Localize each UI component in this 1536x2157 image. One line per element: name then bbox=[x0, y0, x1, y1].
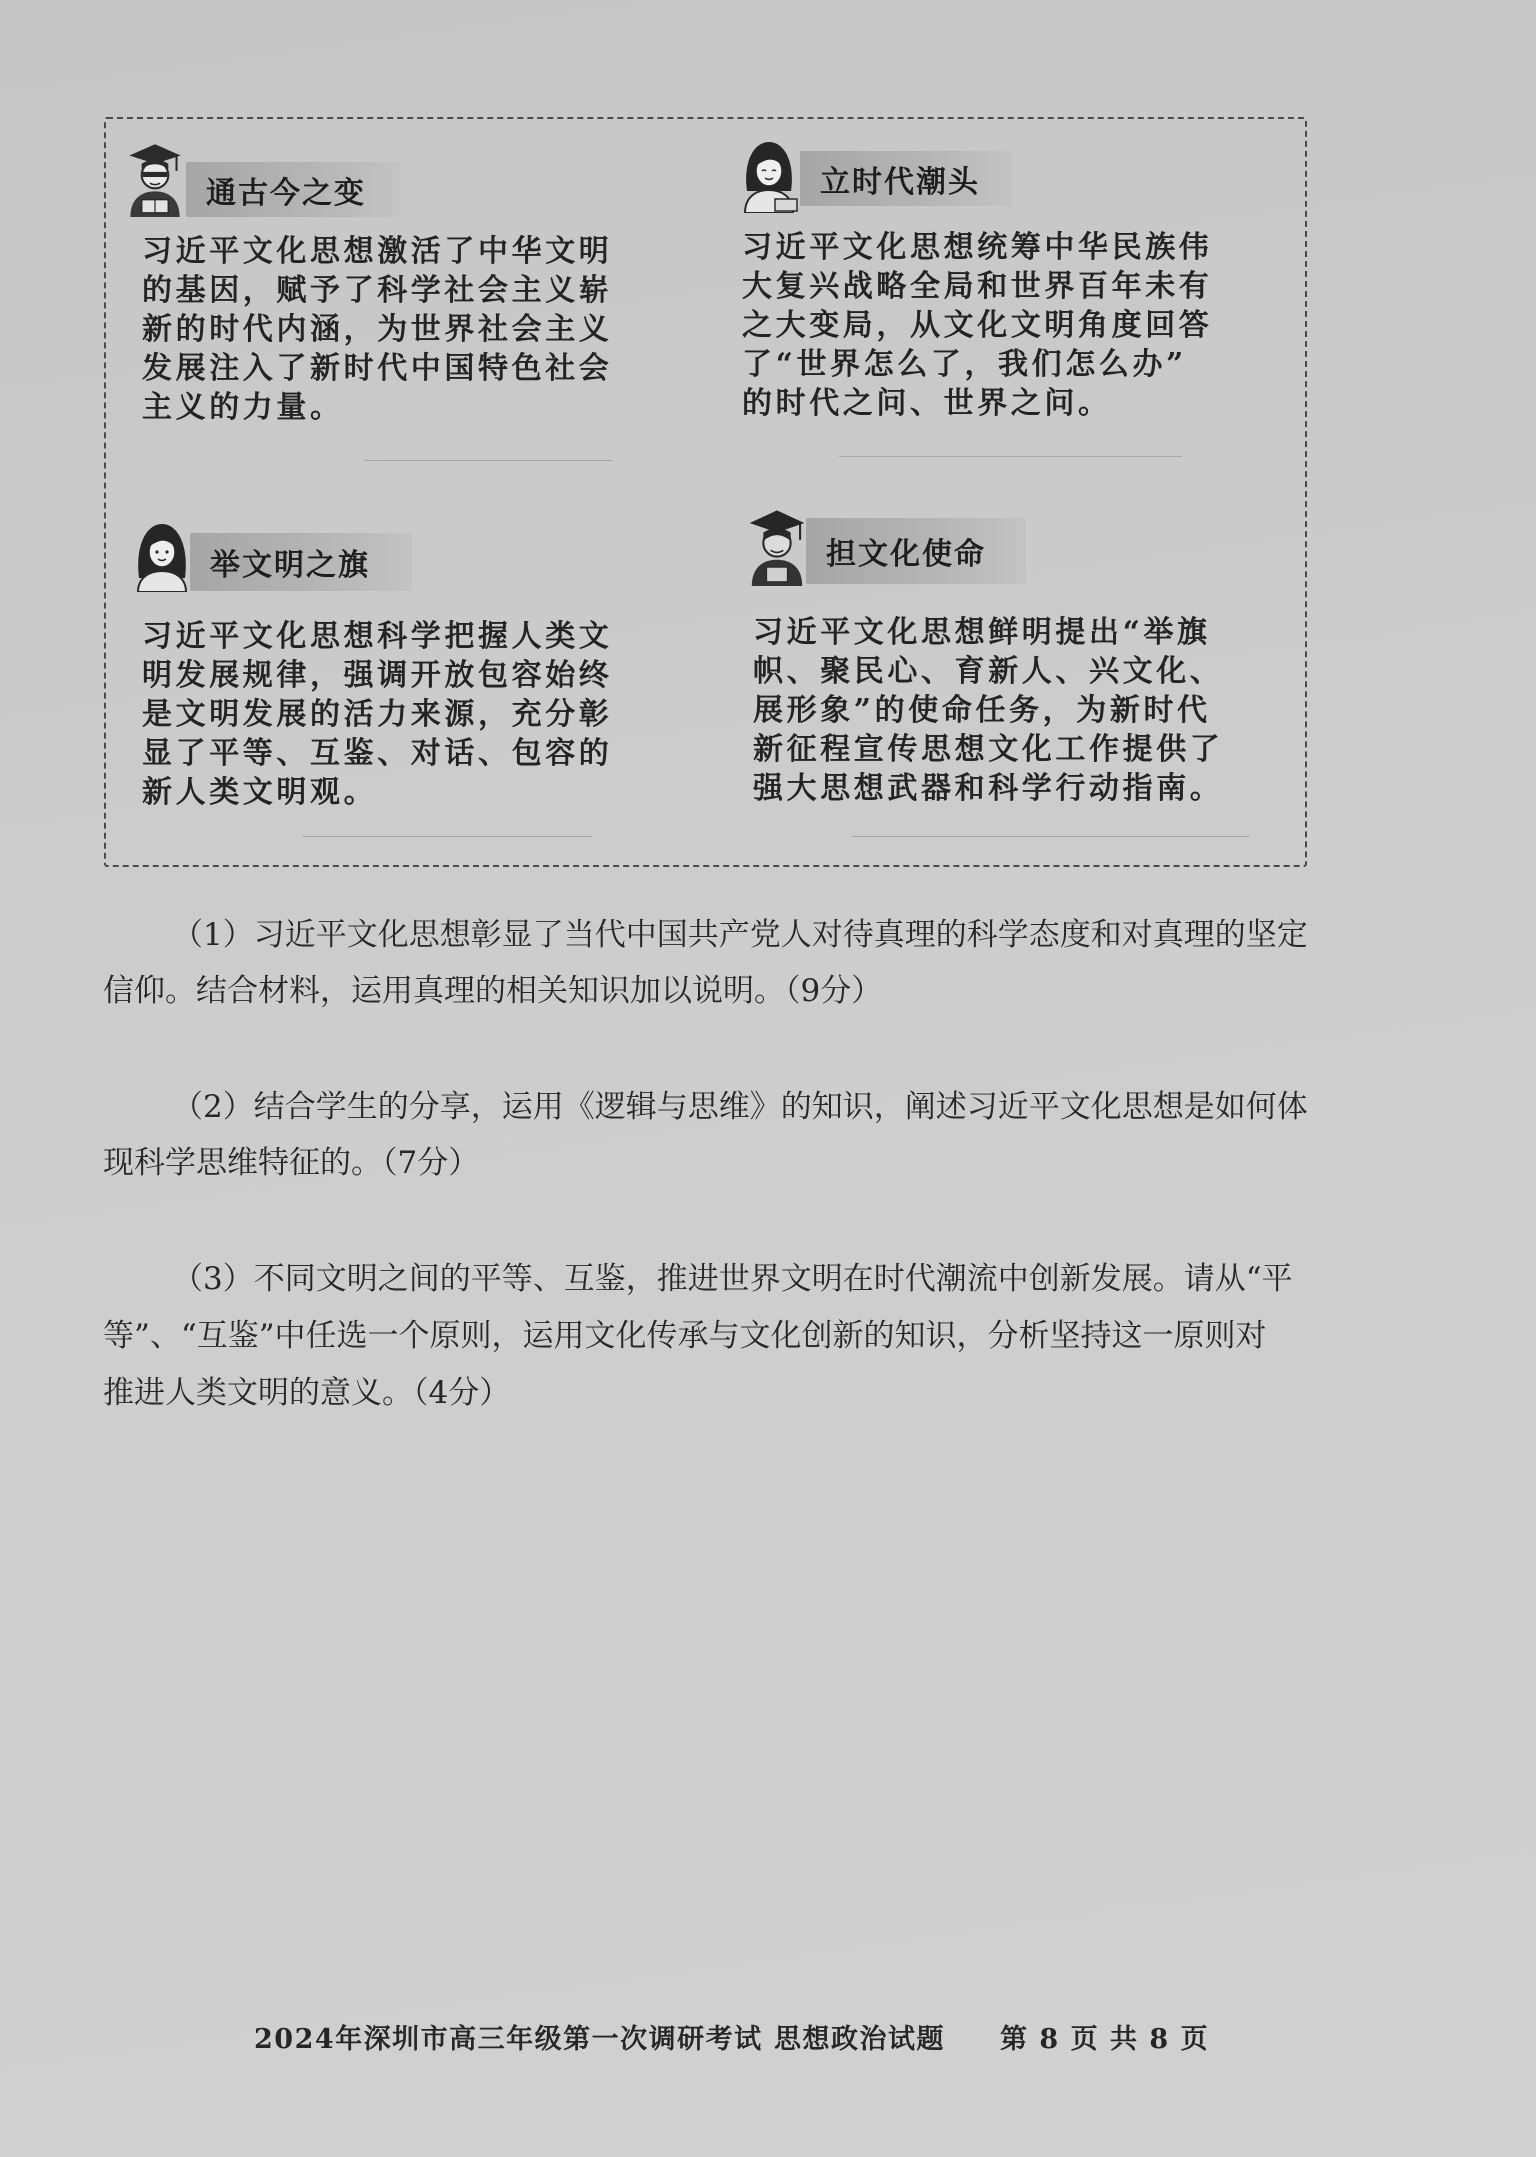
panel-line: 主义的力量。 bbox=[142, 390, 344, 425]
panel-line: 发展注入了新时代中国特色社会 bbox=[142, 351, 613, 386]
divider bbox=[839, 456, 1182, 457]
panel-title: 立时代潮头 bbox=[820, 164, 980, 200]
panel-title-banner bbox=[190, 533, 412, 591]
question-line: 现科学思维特征的。（7分） bbox=[103, 1145, 480, 1181]
panel-line: 显了平等、互鉴、对话、包容的 bbox=[142, 736, 613, 771]
question-line: 信仰。结合材料，运用真理的相关知识加以说明。（9分） bbox=[103, 973, 883, 1009]
panel-line: 新的时代内涵，为世界社会主义 bbox=[142, 312, 613, 347]
panel-line: 习近平文化思想统筹中华民族伟 bbox=[742, 230, 1213, 265]
girl-student-icon bbox=[735, 133, 803, 213]
panel-title: 担文化使命 bbox=[826, 537, 986, 572]
panel-line: 强大思想武器和科学行动指南。 bbox=[753, 771, 1224, 806]
divider bbox=[852, 836, 1250, 837]
panel-line: 的基因，赋予了科学社会主义崭 bbox=[142, 273, 613, 308]
panel-line: 大复兴战略全局和世界百年未有 bbox=[742, 269, 1213, 304]
panel-line: 展形象”的使命任务，为新时代 bbox=[753, 693, 1211, 728]
panel-text bbox=[142, 232, 612, 427]
graduate-student-icon bbox=[124, 135, 186, 217]
divider bbox=[365, 460, 613, 461]
panel-line: 新人类文明观。 bbox=[142, 775, 378, 810]
panel-line: 明发展规律，强调开放包容始终 bbox=[142, 658, 613, 693]
girl-long-hair-icon bbox=[130, 518, 194, 592]
footer-page-number: 第 8 页 共 8 页 bbox=[1000, 2024, 1210, 2055]
footer-exam-name: 2024年深圳市高三年级第一次调研考试 bbox=[254, 2024, 763, 2055]
panel-title: 通古今之变 bbox=[206, 175, 366, 211]
panel-title-banner bbox=[186, 162, 400, 217]
panel-text bbox=[142, 617, 612, 812]
panel-line: 了“世界怎么了，我们怎么办” bbox=[742, 347, 1187, 382]
panel-line: 习近平文化思想激活了中华文明 bbox=[142, 234, 613, 269]
panel-line: 的时代之问、世界之问。 bbox=[742, 386, 1112, 421]
panel-title: 举文明之旗 bbox=[210, 548, 370, 583]
question-line: 等”、“互鉴”中任选一个原则，运用文化传承与文化创新的知识，分析坚持这一原则对 bbox=[103, 1318, 1267, 1354]
footer-subject: 思想政治试题 bbox=[774, 2024, 945, 2055]
question-line: （1）习近平文化思想彰显了当代中国共产党人对待真理的科学态度和对真理的坚定 bbox=[172, 917, 1308, 953]
panel-line: 帜、聚民心、育新人、兴文化、 bbox=[753, 654, 1224, 689]
panel-text bbox=[742, 228, 1212, 423]
panel-line: 习近平文化思想鲜明提出“举旗 bbox=[753, 615, 1211, 650]
panel-line: 是文明发展的活力来源，充分彰 bbox=[142, 697, 613, 732]
graduate-student-icon bbox=[742, 502, 812, 586]
question-line: （2）结合学生的分享，运用《逻辑与思维》的知识，阐述习近平文化思想是如何体 bbox=[172, 1089, 1308, 1125]
panel-title-banner bbox=[800, 151, 1012, 206]
question-line: 推进人类文明的意义。（4分） bbox=[103, 1375, 511, 1411]
panel-line: 之大变局，从文化文明角度回答 bbox=[742, 308, 1213, 343]
divider bbox=[302, 836, 592, 837]
panel-line: 新征程宣传思想文化工作提供了 bbox=[753, 732, 1224, 767]
panel-line: 习近平文化思想科学把握人类文 bbox=[142, 619, 613, 654]
question-line: （3）不同文明之间的平等、互鉴，推进世界文明在时代潮流中创新发展。请从“平 bbox=[172, 1261, 1293, 1297]
panel-title-banner bbox=[806, 518, 1026, 584]
panel-text bbox=[753, 613, 1223, 808]
